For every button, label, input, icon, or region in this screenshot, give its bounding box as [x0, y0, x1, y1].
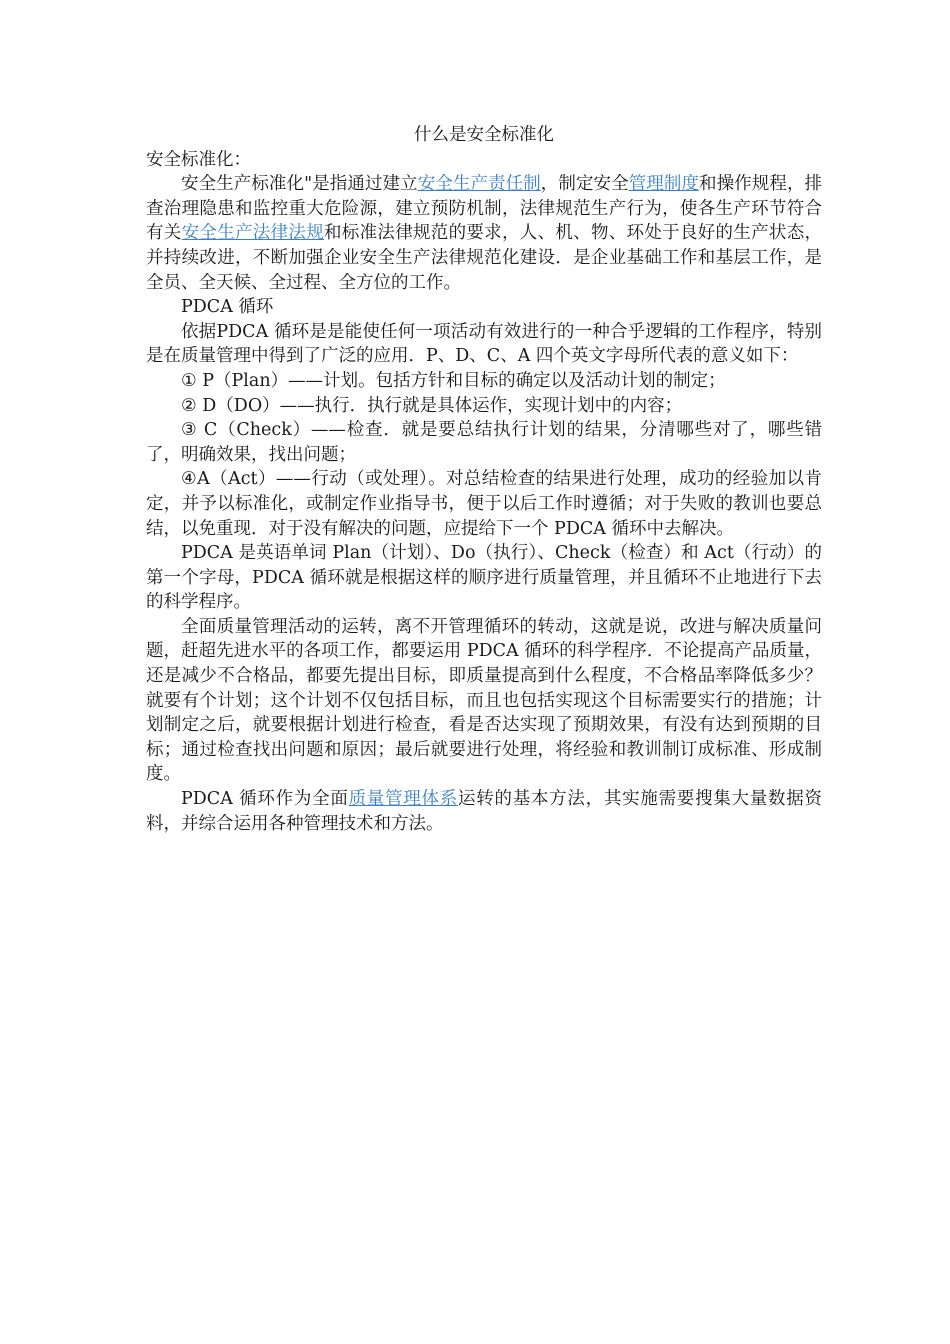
text: 和标准法律规范的要求，人、机、物、环处于良好的生产状态，并持续改进，不断加强企业安全生产法律规范化建设．是企业基础工作和基层工作，是全员、全天候、全过程、全方位的工作。: [146, 223, 823, 293]
link-safety-laws[interactable]: 安全生产法律法规: [181, 223, 324, 244]
list-item-do: ② D（DO）——执行．执行就是具体运作，实现计划中的内容；: [181, 395, 683, 416]
pdca-heading: PDCA 循环: [181, 297, 274, 318]
document-body: [146, 123, 822, 836]
text: 运转的基本方法，其实施需要搜集大量数据资料，并综合运用各种管理技术和方法。: [146, 789, 823, 834]
pdca-method-paragraph: [146, 787, 822, 836]
page-title: 什么是安全标准化: [414, 125, 554, 145]
link-safety-responsibility[interactable]: 安全生产责任制: [417, 174, 541, 195]
definition-paragraph: [146, 172, 822, 295]
text: PDCA 循环作为全面: [181, 789, 349, 810]
text: ，制定安全: [540, 174, 629, 195]
quality-management-paragraph: 全面质量管理活动的运转，离不开管理循环的转动，这就是说，改进与解决质量问题，赶超先进水平的各项工作，都要运用 PDCA 循环的科学程序．不论提高产品质量，还是减少不合格品，都要先提出目标，即质量提高到什么程度，不合格品率降低多少？就要有个计划；这个计划不仅包括目标，而且也包括实现这个目标需要实行的措施；计划制定之后，就要根据计划进行检查，看是否达实现了预期效果，有没有达到预期的目标；通过检查找出问题和原因；最后就要进行处理，将经验和教训制订成标准、形成制度。: [146, 616, 822, 785]
pdca-intro-paragraph: 依据PDCA 循环是是能使任何一项活动有效进行的一种合乎逻辑的工作程序，特别是在质量管理中得到了广泛的应用．P、D、C、A 四个英文字母所代表的意义如下：: [146, 321, 822, 367]
link-management-system[interactable]: 管理制度: [628, 174, 700, 195]
list-item-check: ③ C（Check）——检查．就是要总结执行计划的结果，分清哪些对了，哪些错了，明确效果，找出问题；: [146, 420, 822, 465]
text: 安全生产标准化"是指通过建立: [181, 174, 418, 195]
section-heading: 安全标准化：: [146, 149, 251, 170]
text: 和操作规程，排查治理隐患和监控重大危险源，建立预防机制，法律规范生产行为，使各生产环节符合有关: [146, 174, 823, 244]
link-quality-management-system[interactable]: 质量管理体系: [348, 789, 458, 810]
pdca-meaning-paragraph: PDCA 是英语单词 Plan（计划）、Do（执行）、Check（检查）和 Act（行动）的第一个字母，PDCA 循环就是根据这样的顺序进行质量管理，并且循环不止地进行下去的科学程序。: [146, 543, 822, 613]
list-item-plan: ① P（Plan）——计划。包括方针和目标的确定以及活动计划的制定；: [181, 370, 726, 391]
list-item-act: ④A（Act）——行动（或处理）。对总结检查的结果进行处理，成功的经验加以肯定，并予以标准化，或制定作业指导书，便于以后工作时遵循；对于失败的教训也要总结，以免重现．对于没有解决的问题，应提给下一个 PDCA 循环中去解决。: [146, 469, 822, 539]
